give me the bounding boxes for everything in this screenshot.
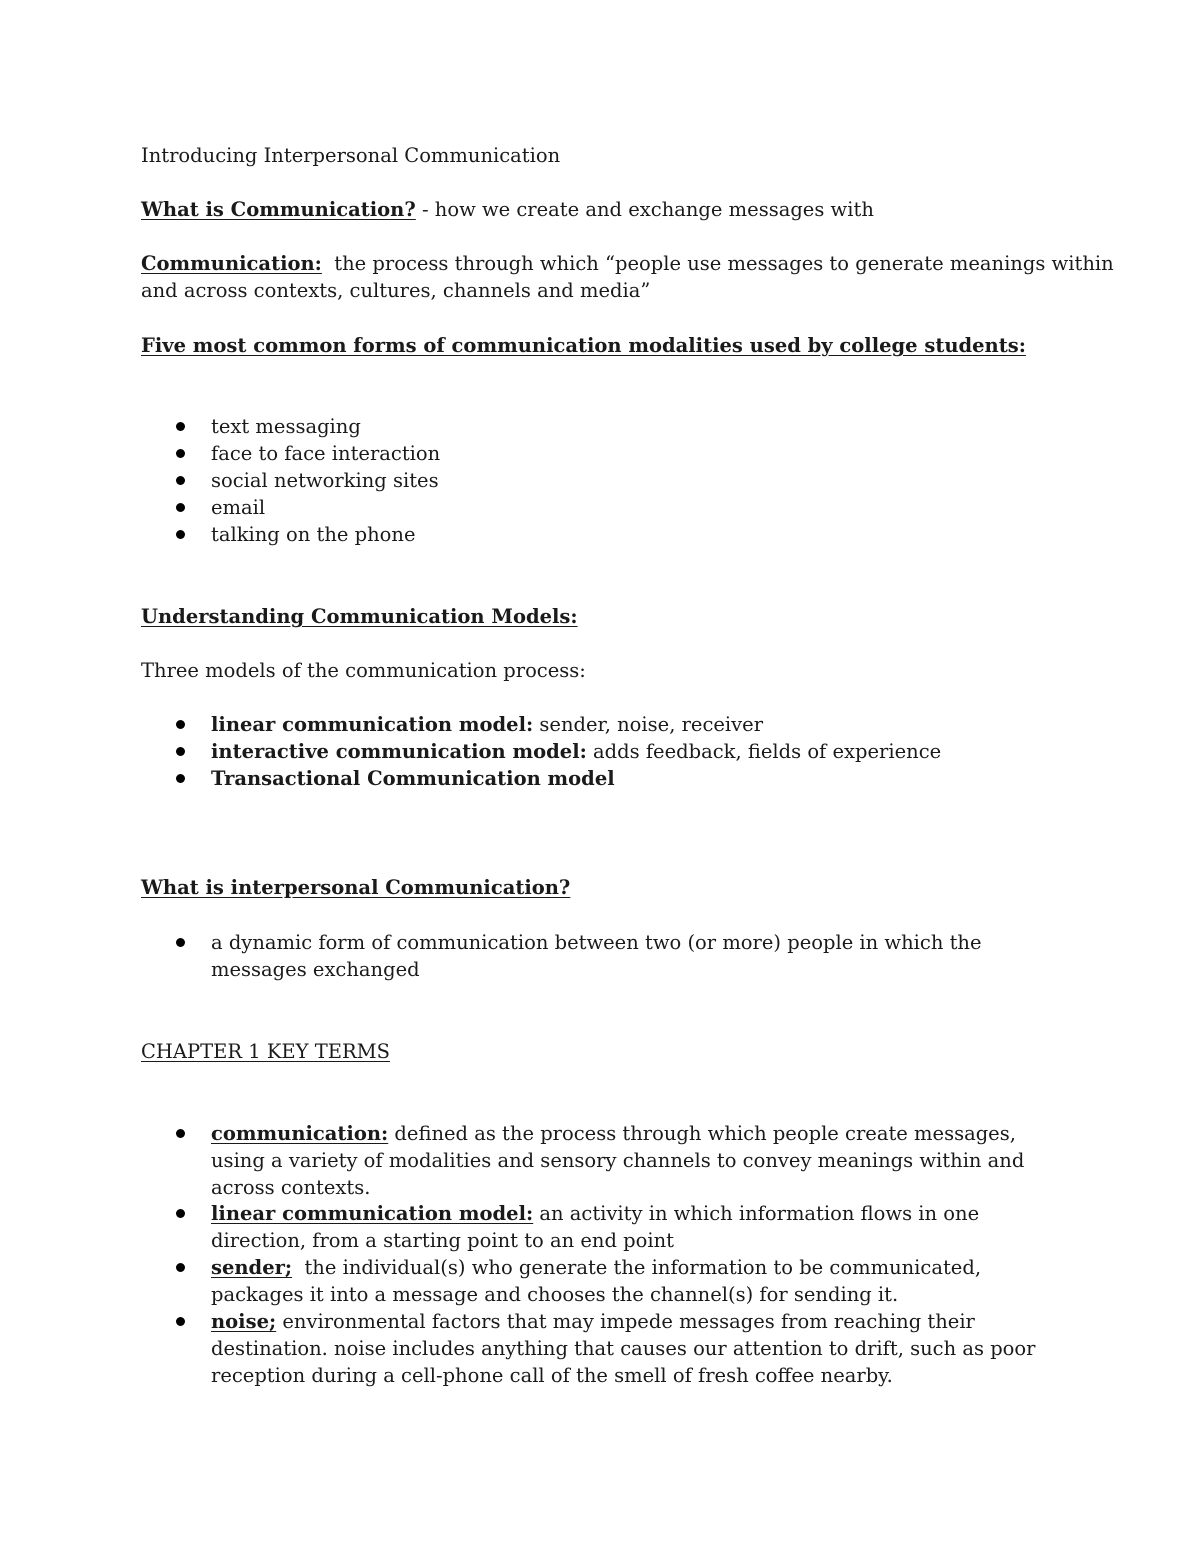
key-term: linear communication model: — [211, 1202, 534, 1225]
bullet-dot — [176, 720, 185, 729]
key-term: noise; — [211, 1310, 277, 1333]
list-item-interpersonal: a dynamic form of communication between two (or more) people in which the messages exchanged — [211, 931, 982, 981]
key-term: sender; — [211, 1256, 293, 1279]
models-intro: Three models of the communication process: — [141, 659, 586, 682]
list-item-modality: talking on the phone — [211, 523, 416, 546]
bullet-dot — [176, 938, 185, 947]
bullet-dot — [176, 503, 185, 512]
list-item-key-term — [211, 1308, 1061, 1389]
model-term: Transactional Communication model — [211, 767, 615, 790]
model-desc: adds feedback, fields of experience — [586, 740, 942, 763]
bullet-dot — [176, 449, 185, 458]
definition-text-1: the process through which “people use messages to generate meanings within — [321, 252, 1114, 275]
bullet-dot — [176, 1209, 185, 1218]
question-label: What is Communication? — [141, 198, 416, 221]
bullet-dot — [176, 1263, 185, 1272]
list-item-model — [211, 711, 1061, 738]
question-communication — [141, 196, 874, 223]
key-term: communication: — [211, 1122, 389, 1145]
bullet-dot — [176, 774, 185, 783]
bullet-dot — [176, 476, 185, 485]
section-heading-key-terms: CHAPTER 1 KEY TERMS — [141, 1040, 390, 1063]
bullet-dot — [176, 747, 185, 756]
bullet-dot — [176, 530, 185, 539]
definition-line-1 — [141, 250, 1114, 277]
list-item-model — [211, 738, 1061, 765]
list-item-key-term — [211, 1120, 1061, 1201]
key-term-desc: an activity in which information flows in one direction, from a starting point to an end point — [211, 1202, 980, 1252]
list-item-modality: social networking sites — [211, 469, 439, 492]
bullet-dot — [176, 1317, 185, 1326]
definition-line-2: and across contexts, cultures, channels and media” — [141, 279, 651, 302]
bullet-dot — [176, 1129, 185, 1138]
key-term-desc: defined as the process through which people create messages, using a variety of modalities and sensory channels to convey meanings within and across contexts. — [211, 1122, 1025, 1199]
key-term-desc: the individual(s) who generate the information to be communicated, packages it into a message and chooses the channel(s) for sending it. — [211, 1256, 988, 1306]
section-heading-modalities: Five most common forms of communication modalities used by college students: — [141, 334, 1026, 357]
list-item-modality: email — [211, 496, 266, 519]
list-item-model — [211, 765, 1061, 792]
section-heading-interpersonal: What is interpersonal Communication? — [141, 876, 571, 899]
bullet-dot — [176, 422, 185, 431]
list-item-key-term — [211, 1200, 1061, 1254]
document-title: Introducing Interpersonal Communication — [141, 144, 561, 167]
key-term-desc: environmental factors that may impede messages from reaching their destination. noise includes anything that causes our attention to drift, such as poor reception during a cell-phone call of the smell of fresh coffee nearby. — [211, 1310, 1036, 1387]
model-desc: sender, noise, receiver — [533, 713, 764, 736]
model-term: linear communication model: — [211, 713, 534, 736]
question-answer: - how we create and exchange messages with — [415, 198, 874, 221]
list-item-modality: text messaging — [211, 415, 361, 438]
definition-label: Communication: — [141, 252, 322, 275]
section-heading-models: Understanding Communication Models: — [141, 605, 578, 628]
list-item-key-term — [211, 1254, 1061, 1308]
model-term: interactive communication model: — [211, 740, 587, 763]
list-item-modality: face to face interaction — [211, 442, 441, 465]
